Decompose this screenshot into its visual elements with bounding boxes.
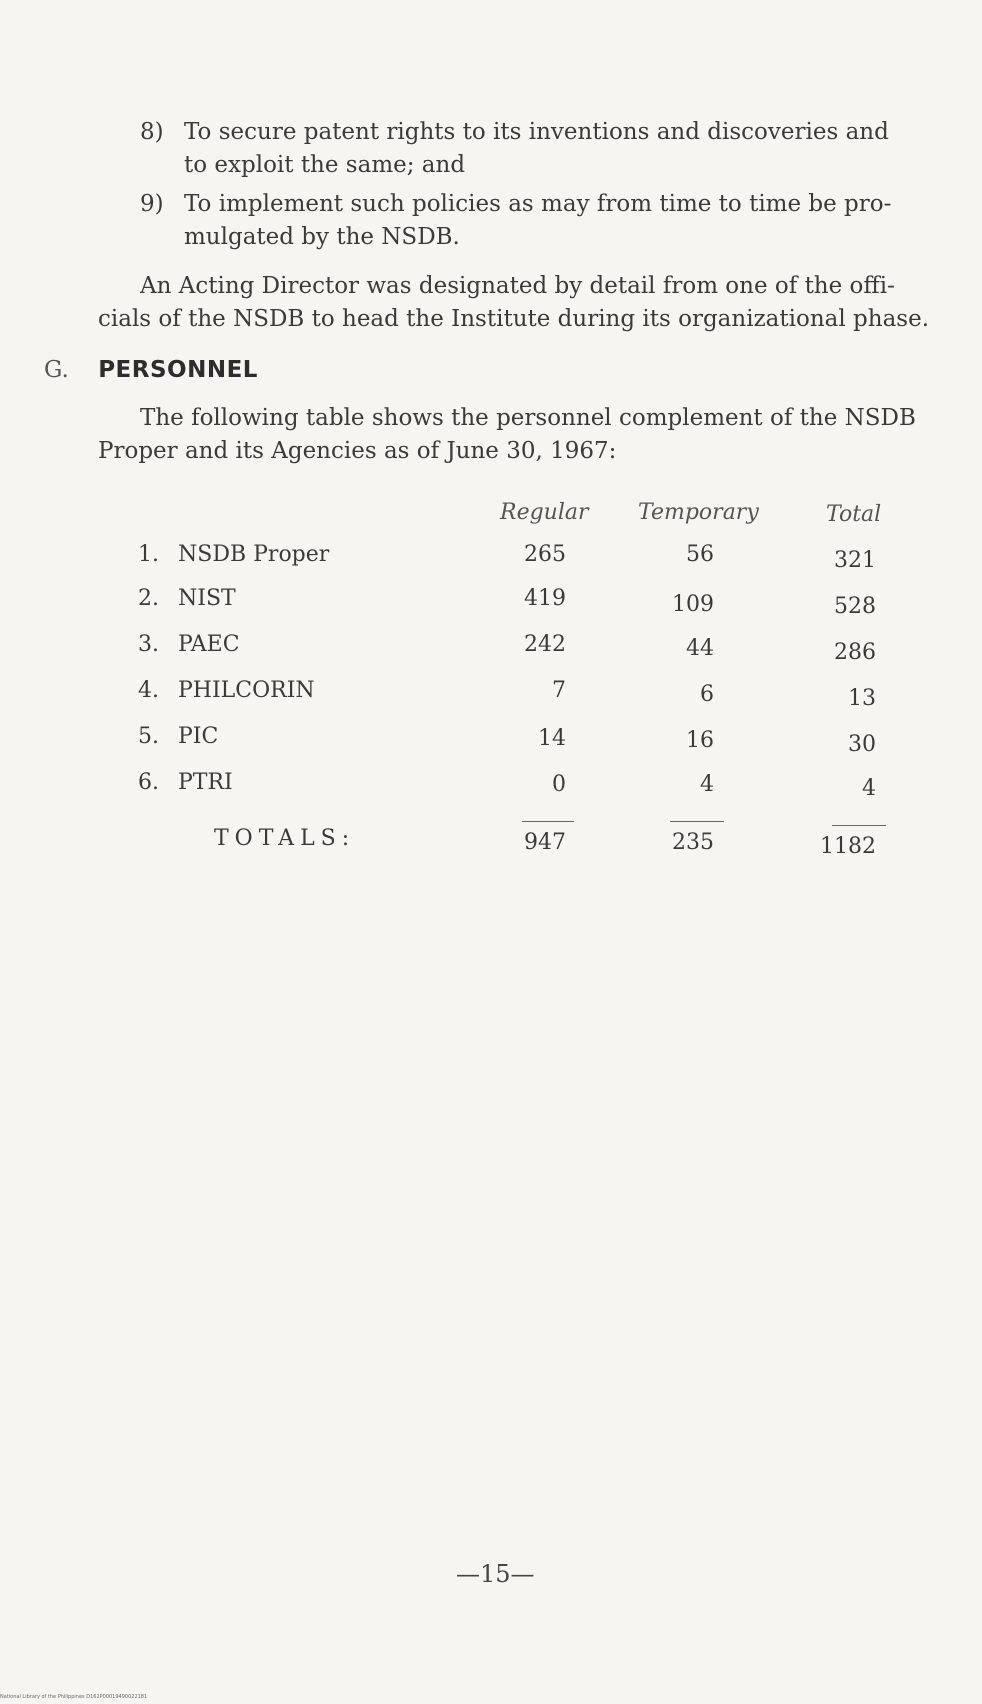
page-number: —15— bbox=[456, 1560, 535, 1588]
table-row bbox=[0, 542, 982, 576]
cell-total: 286 bbox=[834, 640, 876, 665]
cell-temporary: 4 bbox=[700, 772, 714, 797]
row-name: PIC bbox=[178, 724, 219, 749]
item-number: 9) bbox=[140, 191, 164, 217]
scan-footer: National Library of the Philippines D162P00019490022181 bbox=[0, 1694, 148, 1700]
cell-total: 13 bbox=[848, 686, 876, 711]
cell-temporary: 109 bbox=[672, 592, 714, 617]
cell-total: 4 bbox=[862, 776, 876, 801]
row-name: PAEC bbox=[178, 632, 240, 657]
header-total: Total bbox=[826, 502, 882, 527]
paragraph-line: An Acting Director was designated by detail from one of the offi- bbox=[140, 273, 895, 299]
total-temporary: 235 bbox=[672, 830, 714, 855]
cell-temporary: 6 bbox=[700, 682, 714, 707]
row-number: 3. bbox=[138, 632, 159, 657]
sum-rule-temporary bbox=[670, 821, 724, 822]
row-number: 6. bbox=[138, 770, 159, 795]
table-row bbox=[0, 632, 982, 666]
row-name: PHILCORIN bbox=[178, 678, 315, 703]
list-item-8 bbox=[140, 116, 940, 182]
row-number: 5. bbox=[138, 724, 159, 749]
table-row bbox=[0, 770, 982, 804]
item-line: to exploit the same; and bbox=[184, 152, 466, 178]
table-row bbox=[0, 586, 982, 620]
cell-regular: 265 bbox=[524, 542, 566, 567]
totals-row bbox=[0, 830, 982, 864]
section-letter: G. bbox=[44, 357, 69, 383]
row-number: 4. bbox=[138, 678, 159, 703]
row-name: NSDB Proper bbox=[178, 542, 330, 567]
section-heading bbox=[44, 355, 258, 385]
sum-rule-regular bbox=[522, 821, 574, 822]
cell-total: 321 bbox=[834, 548, 876, 573]
row-number: 1. bbox=[138, 542, 159, 567]
cell-total: 30 bbox=[848, 732, 876, 757]
cell-regular: 242 bbox=[524, 632, 566, 657]
paragraph-acting-director bbox=[98, 270, 936, 336]
cell-regular: 419 bbox=[524, 586, 566, 611]
item-line: To implement such policies as may from time to time be pro- bbox=[184, 191, 892, 217]
cell-regular: 0 bbox=[552, 772, 566, 797]
totals-label: TOTALS: bbox=[214, 826, 356, 851]
cell-temporary: 44 bbox=[686, 636, 714, 661]
row-name: NIST bbox=[178, 586, 236, 611]
cell-regular: 14 bbox=[538, 726, 566, 751]
row-name: PTRI bbox=[178, 770, 233, 795]
cell-total: 528 bbox=[834, 594, 876, 619]
table-row bbox=[0, 724, 982, 758]
sum-rule-total bbox=[832, 825, 886, 826]
total-total: 1182 bbox=[820, 834, 876, 859]
paragraph-table-intro bbox=[98, 402, 936, 468]
header-temporary: Temporary bbox=[638, 500, 759, 525]
section-title: PERSONNEL bbox=[98, 357, 258, 383]
item-line: mulgated by the NSDB. bbox=[184, 224, 460, 250]
cell-temporary: 56 bbox=[686, 542, 714, 567]
cell-regular: 7 bbox=[552, 678, 566, 703]
list-item-9 bbox=[140, 188, 940, 254]
paragraph-line: Proper and its Agencies as of June 30, 1967: bbox=[98, 438, 617, 464]
item-number: 8) bbox=[140, 119, 164, 145]
row-number: 2. bbox=[138, 586, 159, 611]
header-regular: Regular bbox=[500, 500, 589, 525]
table-row bbox=[0, 678, 982, 712]
cell-temporary: 16 bbox=[686, 728, 714, 753]
paragraph-line: The following table shows the personnel complement of the NSDB bbox=[140, 405, 916, 431]
total-regular: 947 bbox=[524, 830, 566, 855]
item-line: To secure patent rights to its inventions and discoveries and bbox=[184, 119, 889, 145]
paragraph-line: cials of the NSDB to head the Institute during its organizational phase. bbox=[98, 306, 930, 332]
